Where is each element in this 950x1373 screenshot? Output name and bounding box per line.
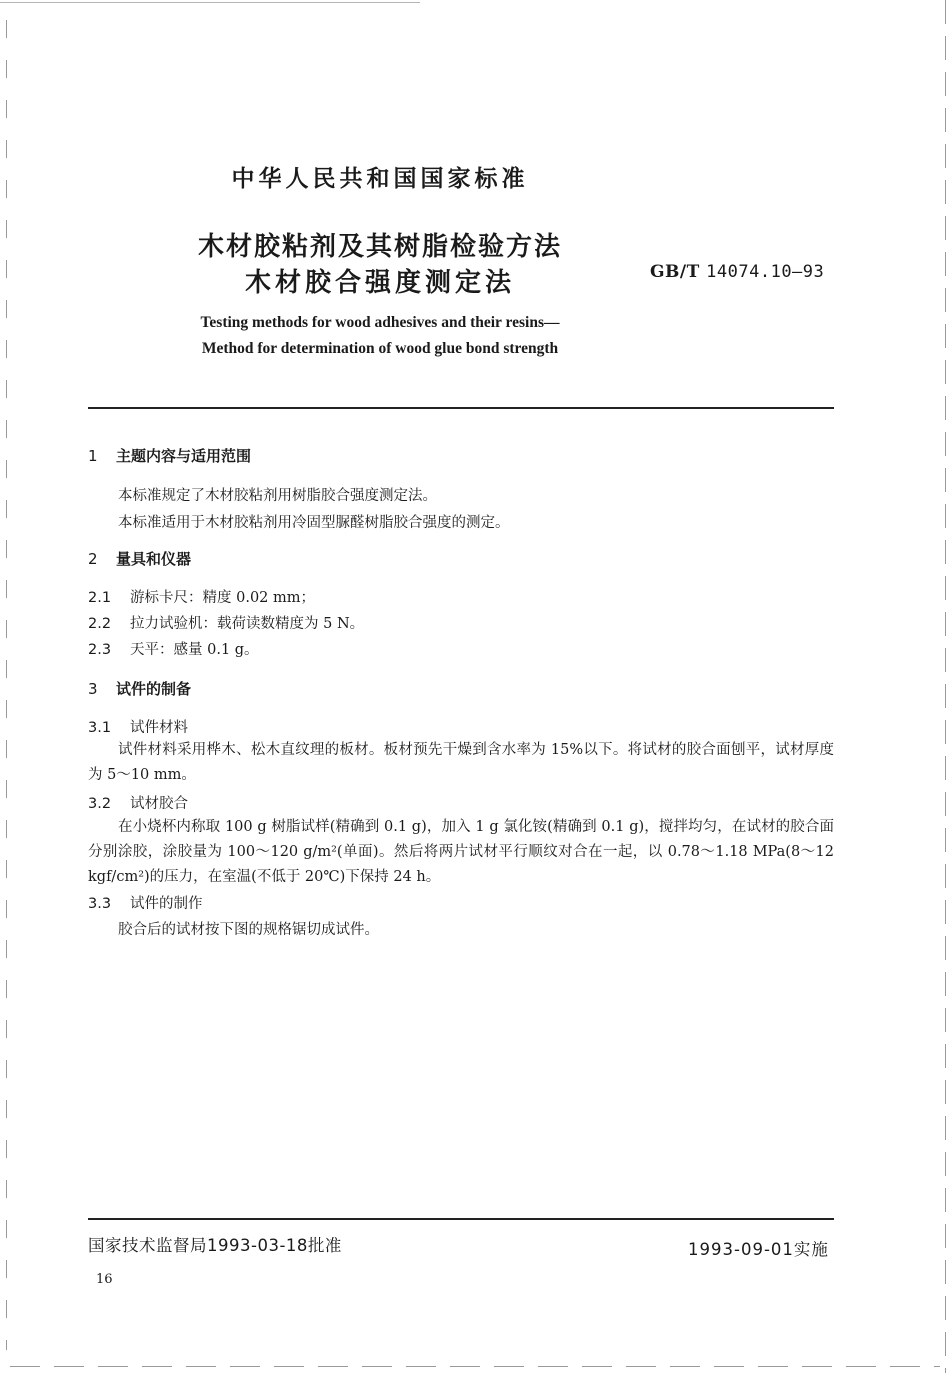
item-text: 游标卡尺：精度 0.02 mm； [130,590,316,606]
subsection-title: 试件的制作 [130,896,203,912]
section-3-title: 试件的制备 [116,680,192,698]
standard-code-number: 14074.10—93 [706,262,825,282]
section-1-para-1: 本标准规定了木材胶粘剂用树脂胶合强度测定法。 [118,488,437,504]
subsection-number: 3.2 [88,796,112,812]
section-3-2-text: 在小烧杯内称取 100 g 树脂试样(精确到 0.1 g)，加入 1 g 氯化铵(精确到 0.1 g)，搅拌均匀，在试材的胶合面分别涂胶，涂胶量为 100～120 g/m²(单面)。然后将两片试材平行顺纹对合在一起，以 0.78～1.18 MPa(8～12 kgf/cm²)的压力，在室温(不低于 20℃)下保持 24 h。 [88,819,834,885]
item-number: 2.3 [88,642,112,658]
section-2-heading [88,548,191,569]
section-2-title: 量具和仪器 [116,550,192,568]
item-number: 2.2 [88,616,112,632]
implementation-date: 1993-09-01实施 [688,1240,829,1259]
subsection-number: 3.1 [88,720,112,736]
english-title-line-2: Method for determination of wood glue bond strength [201,340,559,357]
section-3-1-text: 试件材料采用桦木、松木直纹理的板材。板材预先干燥到含水率为 15%以下。将试材的胶合面刨平，试材厚度为 5～10 mm。 [88,742,834,783]
section-3-number: 3 [88,680,98,698]
footer-divider [88,1218,834,1220]
header-divider [88,407,834,409]
standard-code-prefix: GB/T [650,262,700,282]
section-3-3-text: 胶合后的试材按下图的规格锯切成试件。 [118,922,379,938]
item-text: 天平：感量 0.1 g。 [130,642,259,658]
section-1-heading [88,445,251,466]
section-3-1-heading [88,716,188,737]
subsection-number: 3.3 [88,896,112,912]
subsection-title: 试件材料 [130,720,188,736]
scan-edge-top [0,2,420,3]
item-number: 2.1 [88,590,112,606]
scan-edge-left [6,20,7,1350]
section-3-2-heading [88,792,188,813]
title-line-1: 木材胶粘剂及其树脂检验方法 [197,232,562,262]
section-3-3-heading [88,892,203,913]
approval-date: 国家技术监督局1993-03-18批准 [88,1236,342,1255]
standard-name: 中华人民共和国国家标准 [231,166,529,192]
section-2-2-item [88,612,364,633]
title-line-2: 木材胶合强度测定法 [244,268,515,298]
section-2-1-item [88,586,315,607]
section-1-title: 主题内容与适用范围 [116,447,252,465]
section-2-3-item [88,638,259,659]
item-text: 拉力试验机：载荷读数精度为 5 N。 [130,616,365,632]
subsection-title: 试材胶合 [130,796,188,812]
standard-code [650,262,824,282]
section-1-number: 1 [88,447,98,465]
section-1-para-2: 本标准适用于木材胶粘剂用冷固型脲醛树脂胶合强度的测定。 [118,515,510,531]
english-title-line-1: Testing methods for wood adhesives and their resins— [200,314,560,331]
section-2-number: 2 [88,550,98,568]
page-number: 16 [96,1272,113,1287]
section-3-heading [88,678,191,699]
scan-edge-bottom [10,1366,940,1367]
scan-edge-right [945,0,946,1373]
